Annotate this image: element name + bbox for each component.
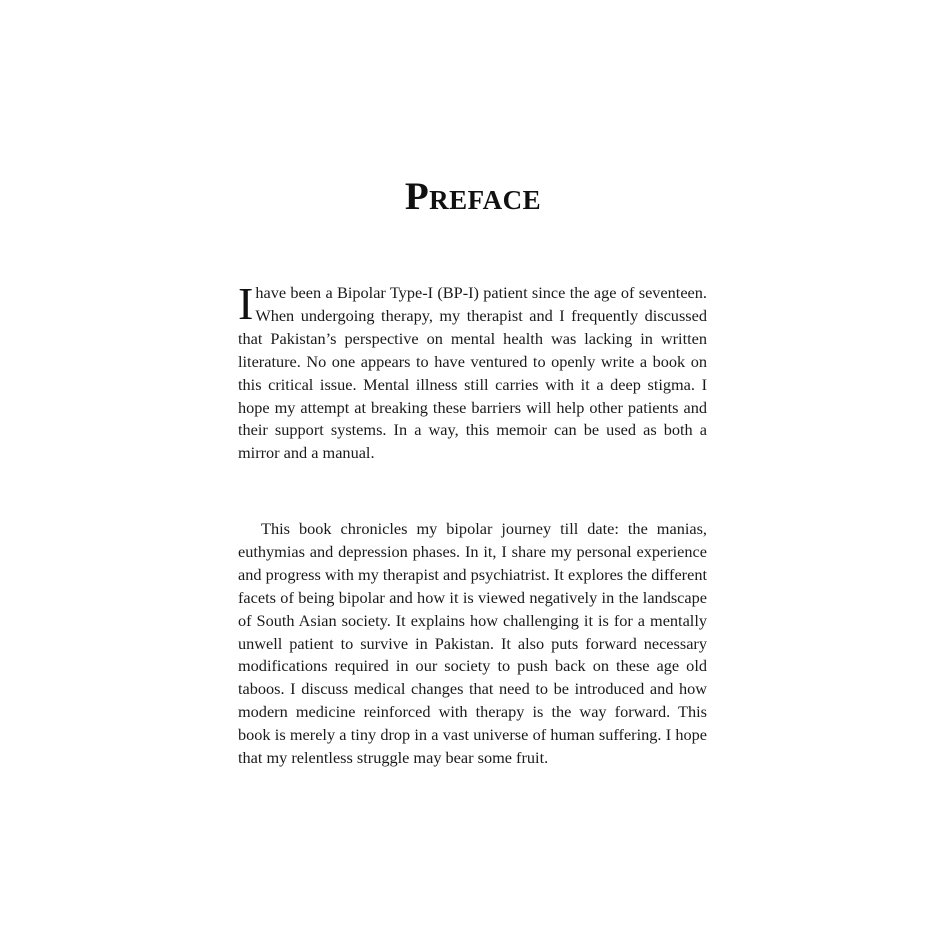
paragraph-2-text: This book chronicles my bipolar journey till date: the manias, euthymias and depression phases. In it, I share my personal experience and progress with my therapist and psychiatrist. It explores the different facets of being bipolar and how it is viewed negatively in the landscape of South Asian society. It explains how challenging it is for a mentally unwell patient to survive in Pakistan. It also puts forward necessary modifications required in our society to push back on these age old taboos. I discuss medical changes that need to be introduced and how modern medicine reinforced with therapy is the way forward. This book is merely a tiny drop in a vast universe of human suffering. I hope that my relentless struggle may bear some fruit. <box>238 519 707 768</box>
paragraph-2 <box>238 518 707 770</box>
page-title: Preface <box>404 175 542 219</box>
paragraph-1 <box>238 278 707 465</box>
paragraph-1-text: have been a Bipolar Type-I (BP-I) patient since the age of seventeen. When undergoing therapy, my therapist and I frequently discussed that Pakistan’s perspective on mental health was lacking in written literature. No one appears to have ventured to openly write a book on this critical issue. Mental illness still carries with it a deep stigma. I hope my attempt at breaking these barriers will help other patients and their support systems. In a way, this memoir can be used as both a mirror and a manual. <box>238 283 707 463</box>
drop-cap-letter: I <box>238 278 254 329</box>
